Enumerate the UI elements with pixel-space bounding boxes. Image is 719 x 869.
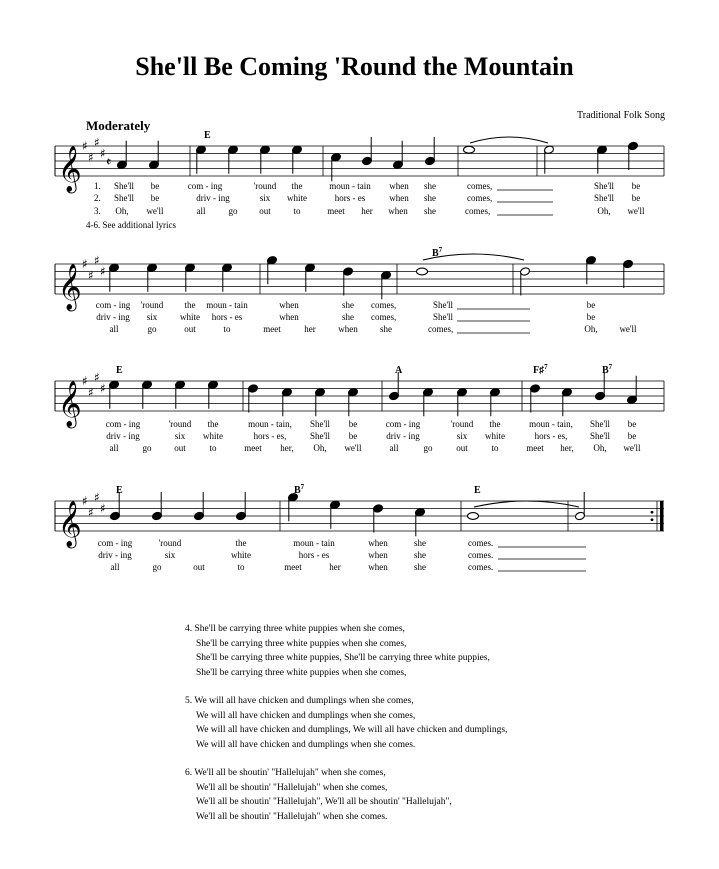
lyric-syllable: six	[456, 431, 468, 441]
lyric-syllable: be	[631, 181, 641, 191]
lyric-syllable: be	[627, 419, 637, 429]
lyric-syllable: to	[237, 562, 245, 572]
treble-clef-icon: 𝄞	[58, 381, 82, 427]
lyric-syllable: She'll	[432, 300, 454, 310]
treble-clef-icon: 𝄞	[58, 501, 82, 547]
lyric-syllable: the	[207, 419, 219, 429]
lyric-syllable: moun - tain,	[529, 419, 573, 429]
lyric-syllable: her,	[280, 443, 294, 453]
key-signature-sharp-icon: ♯	[94, 253, 100, 268]
lyric-syllable: She'll	[113, 181, 135, 191]
lyric-syllable: we'll	[623, 443, 641, 453]
lyric-syllable: com - ing	[385, 419, 421, 429]
lyric-syllable: white	[180, 312, 200, 322]
treble-clef-icon: 𝄞	[58, 146, 82, 192]
lyric-syllable: her	[329, 562, 341, 572]
lyric-syllable: she	[414, 550, 426, 560]
chord-symbol	[533, 363, 548, 376]
lyric-syllable: She'll	[589, 431, 611, 441]
key-signature-sharp-icon: ♯	[94, 490, 100, 505]
chord-root: E	[116, 365, 123, 376]
repeat-dot	[651, 518, 654, 521]
lyric-syllable: out	[193, 562, 205, 572]
lyric-syllable: when	[279, 312, 299, 322]
repeat-dot	[651, 511, 654, 514]
lyric-syllable: Oh,	[584, 324, 598, 334]
key-signature-sharp-icon: ♯	[88, 268, 94, 283]
key-signature-sharp-icon: ♯	[88, 150, 94, 165]
lyric-syllable: all	[196, 206, 206, 216]
lyric-syllable: Oh,	[593, 443, 607, 453]
lyric-syllable: six	[146, 312, 158, 322]
lyric-syllable: She'll	[593, 181, 615, 191]
lyric-syllable: be	[348, 431, 358, 441]
verse-line: We will all have chicken and dumplings when she comes,	[196, 710, 416, 721]
lyric-syllable: driv - ing	[386, 431, 420, 441]
lyric-syllable: moun - tain	[206, 300, 248, 310]
clefs	[58, 135, 111, 549]
key-signature-sharp-icon: ♯	[88, 385, 94, 400]
lyric-syllable: we'll	[619, 324, 637, 334]
lyric-syllable: meet	[244, 443, 262, 453]
lyric-syllable: com - ing	[97, 538, 133, 548]
verse-line: We will all have chicken and dumplings, We will all have chicken and dumplings,	[196, 725, 508, 735]
lyric-syllable: go	[423, 443, 433, 453]
lyric-syllable: white	[485, 431, 505, 441]
whole-note	[468, 513, 479, 520]
lyric-syllable: she	[424, 206, 436, 216]
lyric-syllable: Oh,	[115, 206, 129, 216]
lyric-syllable: we'll	[627, 206, 645, 216]
chord-symbol	[474, 485, 481, 496]
lyric-syllable: the	[291, 181, 303, 191]
chord-root: B	[602, 365, 609, 376]
tempo-marking: Moderately	[86, 118, 151, 133]
lyric-syllable: be	[348, 419, 358, 429]
composer-credit: Traditional Folk Song	[577, 110, 665, 121]
lyric-syllable: She'll	[593, 193, 615, 203]
lyric-syllable: moun - tain	[293, 538, 335, 548]
lyric-syllable: She'll	[113, 193, 135, 203]
lyric-syllable: the	[489, 419, 501, 429]
lyric-syllable: all	[109, 443, 119, 453]
song-title: She'll Be Coming 'Round the Mountain	[135, 52, 574, 81]
lyric-syllable: driv - ing	[196, 193, 230, 203]
key-signature-sharp-icon: ♯	[94, 370, 100, 385]
chord-root: E	[474, 485, 481, 496]
key-signature-sharp-icon: ♯	[100, 501, 106, 516]
lyric-syllable: meet	[327, 206, 345, 216]
lyric-syllable: go	[228, 206, 238, 216]
lyric-syllable: to	[491, 443, 499, 453]
lyric-syllable: hors - es	[298, 550, 330, 560]
lyric-syllable: out	[174, 443, 186, 453]
lyric-syllable: driv - ing	[98, 550, 132, 560]
chord-root: E	[204, 130, 211, 141]
lyric-syllable: six	[259, 193, 271, 203]
lyric-syllable: com - ing	[187, 181, 223, 191]
lyric-syllable: comes.	[468, 550, 494, 560]
chord-symbol	[432, 246, 443, 259]
lyric-syllable: comes,	[467, 181, 493, 191]
lyric-syllable: go	[152, 562, 162, 572]
whole-note	[417, 268, 428, 275]
lyric-syllable: comes.	[468, 538, 494, 548]
lyric-syllable: the	[235, 538, 247, 548]
lyric-syllable: Oh,	[597, 206, 611, 216]
lyric-syllable: hors - es,	[253, 431, 287, 441]
lyric-syllable: we'll	[146, 206, 164, 216]
chord-root: B	[432, 248, 439, 259]
lyric-syllable: when	[389, 193, 409, 203]
chord-symbol	[395, 365, 403, 376]
key-signature-sharp-icon: ♯	[100, 146, 106, 161]
lyric-syllable: six	[164, 550, 176, 560]
lyric-syllable: com - ing	[95, 300, 131, 310]
lyric-syllable: meet	[284, 562, 302, 572]
lyric-syllable: she	[424, 193, 436, 203]
key-signature-sharp-icon: ♯	[100, 264, 106, 279]
lyric-syllable: out	[259, 206, 271, 216]
verse-line: We will all have chicken and dumplings when she comes.	[196, 739, 416, 750]
chord-symbol	[116, 485, 123, 496]
lyric-syllable: she	[342, 312, 354, 322]
lyric-syllable: hors - es	[211, 312, 243, 322]
notes	[109, 137, 639, 536]
lyrics	[94, 181, 645, 572]
repeat-barline-thick	[660, 501, 664, 531]
lyric-syllable: all	[109, 324, 119, 334]
verse-line: We'll all be shoutin' "Hallelujah", We'll all be shoutin' "Hallelujah",	[196, 797, 452, 807]
lyric-syllable: her,	[560, 443, 574, 453]
chord-root: E	[116, 485, 123, 496]
lyric-syllable: her	[304, 324, 316, 334]
lyric-syllable: white	[203, 431, 223, 441]
lyric-syllable: meet	[526, 443, 544, 453]
lyric-syllable: be	[586, 312, 596, 322]
verse-line: We'll all be shoutin' "Hallelujah" when she comes,	[196, 782, 388, 793]
lyric-syllable: 'round	[168, 419, 192, 429]
chord-symbol	[204, 130, 211, 141]
verse-block	[185, 766, 507, 824]
lyric-syllable: be	[586, 300, 596, 310]
lyric-syllable: the	[184, 300, 196, 310]
lyric-syllable: when	[368, 538, 388, 548]
verse-block	[185, 694, 507, 752]
lyric-syllable: to	[209, 443, 217, 453]
verse-line: She'll be carrying three white puppies, She'll be carrying three white puppies,	[196, 653, 490, 663]
chord-seventh: 7	[438, 246, 443, 254]
lyric-syllable: her	[361, 206, 373, 216]
verse-block	[185, 622, 507, 680]
lyric-syllable: comes,	[371, 312, 397, 322]
lyric-syllable: She'll	[309, 419, 331, 429]
lyric-syllable: 'round	[253, 181, 277, 191]
verse-number: 1.	[94, 181, 101, 191]
chord-root: A	[395, 365, 403, 376]
treble-clef-icon: 𝄞	[58, 264, 82, 310]
lyric-syllable: moun - tain	[329, 181, 371, 191]
lyric-syllable: be	[150, 193, 160, 203]
verse-line: 6. We'll all be shoutin' "Hallelujah" when she comes,	[185, 768, 386, 778]
lyric-syllable: be	[150, 181, 160, 191]
lyric-syllable: hors - es,	[534, 431, 568, 441]
lyric-syllable: comes,	[465, 206, 491, 216]
lyric-syllable: when	[368, 550, 388, 560]
tie	[470, 137, 548, 143]
lyric-syllable: six	[174, 431, 186, 441]
lyric-syllable: hors - es	[334, 193, 366, 203]
whole-note	[464, 146, 475, 153]
lyric-syllable: 'round	[140, 300, 164, 310]
key-signature-sharp-icon: ♯	[82, 494, 88, 508]
lyric-syllable: She'll	[432, 312, 454, 322]
lyric-syllable: 'round	[450, 419, 474, 429]
lyric-syllable: go	[147, 324, 157, 334]
lyric-syllable: meet	[263, 324, 281, 334]
chord-root: F♯	[533, 365, 545, 376]
chord-seventh: 7	[300, 483, 305, 491]
lyric-syllable: moun - tain,	[248, 419, 292, 429]
lyric-syllable: when	[389, 181, 409, 191]
key-signature-sharp-icon: ♯	[100, 381, 106, 396]
additional-lyrics-note: 4-6. See additional lyrics	[86, 220, 176, 230]
lyric-syllable: when	[338, 324, 358, 334]
chord-symbol	[116, 365, 123, 376]
lyric-syllable: she	[380, 324, 392, 334]
lyric-syllable: 'round	[158, 538, 182, 548]
lyric-syllable: all	[389, 443, 399, 453]
key-signature-sharp-icon: ♯	[82, 139, 88, 153]
lyric-syllable: when	[368, 562, 388, 572]
verse-line: 5. We will all have chicken and dumplings when she comes,	[185, 696, 414, 706]
lyric-syllable: when	[388, 206, 408, 216]
lyric-syllable: she	[414, 538, 426, 548]
lyric-syllable: be	[627, 431, 637, 441]
chord-root: B	[294, 485, 301, 496]
chord-symbol	[294, 483, 305, 496]
chord-seventh: 7	[608, 363, 613, 371]
common-time-icon: 𝄵	[106, 154, 112, 169]
lyric-syllable: to	[223, 324, 231, 334]
lyric-syllable: comes,	[428, 324, 454, 334]
verse-line: 4. She'll be carrying three white puppies when she comes,	[185, 624, 405, 634]
lyric-syllable: go	[142, 443, 152, 453]
lyric-syllable: com - ing	[105, 419, 141, 429]
chord-symbol	[602, 363, 613, 376]
key-signature-sharp-icon: ♯	[82, 257, 88, 271]
lyric-syllable: when	[279, 300, 299, 310]
lyric-syllable: be	[631, 193, 641, 203]
lyric-syllable: out	[184, 324, 196, 334]
lyric-syllable: She'll	[309, 431, 331, 441]
lyric-syllable: to	[293, 206, 301, 216]
lyric-syllable: she	[414, 562, 426, 572]
lyric-syllable: white	[231, 550, 251, 560]
additional-verses	[185, 622, 507, 838]
lyric-syllable: driv - ing	[106, 431, 140, 441]
verse-line: She'll be carrying three white puppies when she comes,	[196, 638, 407, 649]
lyric-syllable: She'll	[589, 419, 611, 429]
lyric-syllable: we'll	[344, 443, 362, 453]
lyric-syllable: white	[287, 193, 307, 203]
lyric-syllable: comes,	[467, 193, 493, 203]
tie	[474, 501, 579, 507]
lyric-syllable: she	[342, 300, 354, 310]
verse-number: 2.	[94, 193, 101, 203]
chord-seventh: 7	[544, 363, 548, 371]
lyric-syllable: comes,	[371, 300, 397, 310]
verse-number: 3.	[94, 206, 101, 216]
lyric-syllable: all	[110, 562, 120, 572]
lyric-syllable: she	[424, 181, 436, 191]
verse-line: We'll all be shoutin' "Hallelujah" when she comes.	[196, 811, 388, 822]
key-signature-sharp-icon: ♯	[88, 505, 94, 520]
lyric-syllable: Oh,	[313, 443, 327, 453]
key-signature-sharp-icon: ♯	[94, 135, 100, 150]
lyric-syllable: out	[456, 443, 468, 453]
staves	[55, 146, 664, 531]
lyric-syllable: comes.	[468, 562, 494, 572]
key-signature-sharp-icon: ♯	[82, 374, 88, 388]
lyric-syllable: driv - ing	[96, 312, 130, 322]
verse-line: She'll be carrying three white puppies when she comes,	[196, 667, 407, 678]
